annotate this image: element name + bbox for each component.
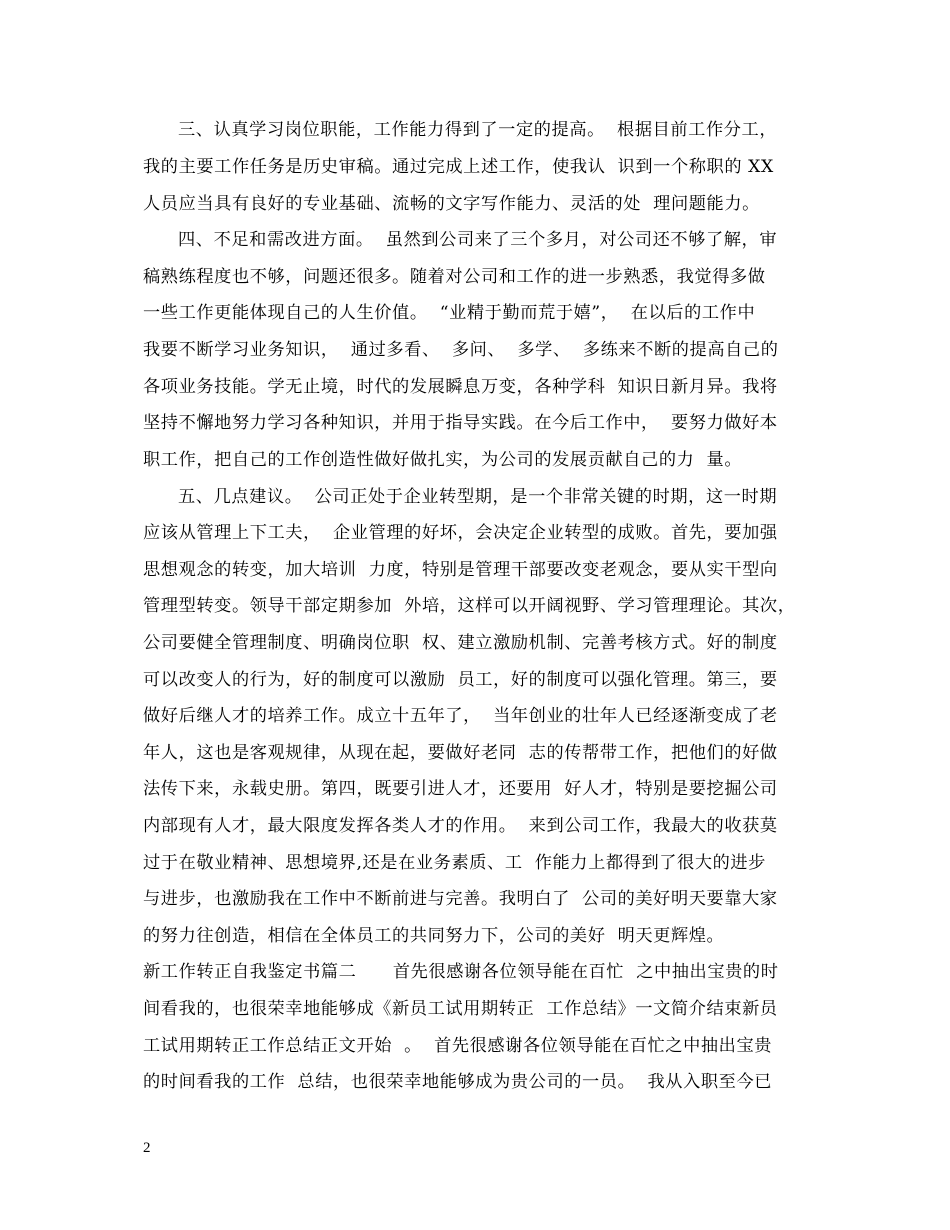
text-line: 过于在敬业精神、思想境界,还是在业务素质、工 作能力上都得到了很大的进步 (143, 853, 766, 873)
text-line: 应该从管理上下工夫， 企业管理的好坏，会决定企业转型的成败。首先，要加强 (143, 523, 778, 543)
text-line: 可以改变人的行为，好的制度可以激励 员工，好的制度可以强化管理。第三，要 (143, 670, 778, 690)
text-line: 间看我的，也很荣幸地能够成《新员工试用期转正 工作总结》一文简介结束新员 (143, 999, 778, 1019)
text-line: 一些工作更能体现自己的人生价值。 “业精于勤而荒于嬉”， 在以后的工作中 (143, 303, 756, 323)
text-line: 坚持不懈地努力学习各种知识，并用于指导实践。在今后工作中， 要努力做好本 (143, 413, 778, 433)
text-line: 新工作转正自我鉴定书篇二 首先很感谢各位领导能在百忙 之中抽出宝贵的时 (143, 962, 779, 982)
text-line: 四、不足和需改进方面。 虽然到公司来了三个多月，对公司还不够了解，审 (178, 230, 778, 250)
text-line: 五、几点建议。 公司正处于企业转型期，是一个非常关键的时期，这一时期 (178, 487, 778, 507)
text-line: 内部现有人才，最大限度发挥各类人才的作用。 来到公司工作，我最大的收获莫 (143, 816, 778, 836)
text-line: 年人，这也是客观规律，从现在起，要做好老同 志的传帮带工作，把他们的好做 (143, 743, 778, 763)
text-line: 与进步，也激励我在工作中不断前进与完善。我明白了 公司的美好明天要靠大家 (143, 889, 778, 909)
text-line: 的时间看我的工作 总结，也很荣幸地能够成为贵公司的一员。 我从入职至今已 (143, 1072, 773, 1092)
text-line: 三、认真学习岗位职能，工作能力得到了一定的提高。 根据目前工作分工， (178, 120, 778, 140)
text-line: 我的主要工作任务是历史审稿。通过完成上述工作，使我认 识到一个称职的 XX (143, 157, 774, 177)
text-line: 的努力往创造，相信在全体员工的共同努力下，公司的美好 明天更辉煌。 (143, 926, 725, 946)
text-line: 各项业务技能。学无止境，时代的发展瞬息万变，各种学科 知识日新月异。我将 (143, 377, 778, 397)
text-line: 思想观念的转变，加大培训 力度，特别是管理干部要改变老观念，要从实干型向 (143, 560, 778, 580)
text-line: 法传下来，永载史册。第四，既要引进人才，还要用 好人才，特别是要挖掘公司 (143, 779, 778, 799)
text-line: 公司要健全管理制度、明确岗位职 权、建立激励机制、完善考核方式。好的制度 (143, 633, 778, 653)
text-line: 管理型转变。领导干部定期参加 外培，这样可以开阔视野、学习管理理论。其次， (143, 596, 796, 616)
text-line: 工试用期转正工作总结正文开始 。 首先很感谢各位领导能在百忙之中抽出宝贵 (143, 1036, 773, 1056)
text-line: 人员应当具有良好的专业基础、流畅的文字写作能力、灵活的处 理问题能力。 (143, 194, 760, 214)
page-number: 2 (143, 1140, 151, 1156)
text-line: 我要不断学习业务知识， 通过多看、 多问、 多学、 多练来不断的提高自己的 (143, 340, 779, 360)
text-line: 做好后继人才的培养工作。成立十五年了， 当年创业的壮年人已经逐渐变成了老 (143, 706, 778, 726)
text-line: 稿熟练程度也不够，问题还很多。随着对公司和工作的进一步熟悉，我觉得多做 (143, 267, 766, 287)
text-line: 职工作，把自己的工作创造性做好做扎实，为公司的发展贡献自己的力 量。 (143, 450, 743, 470)
